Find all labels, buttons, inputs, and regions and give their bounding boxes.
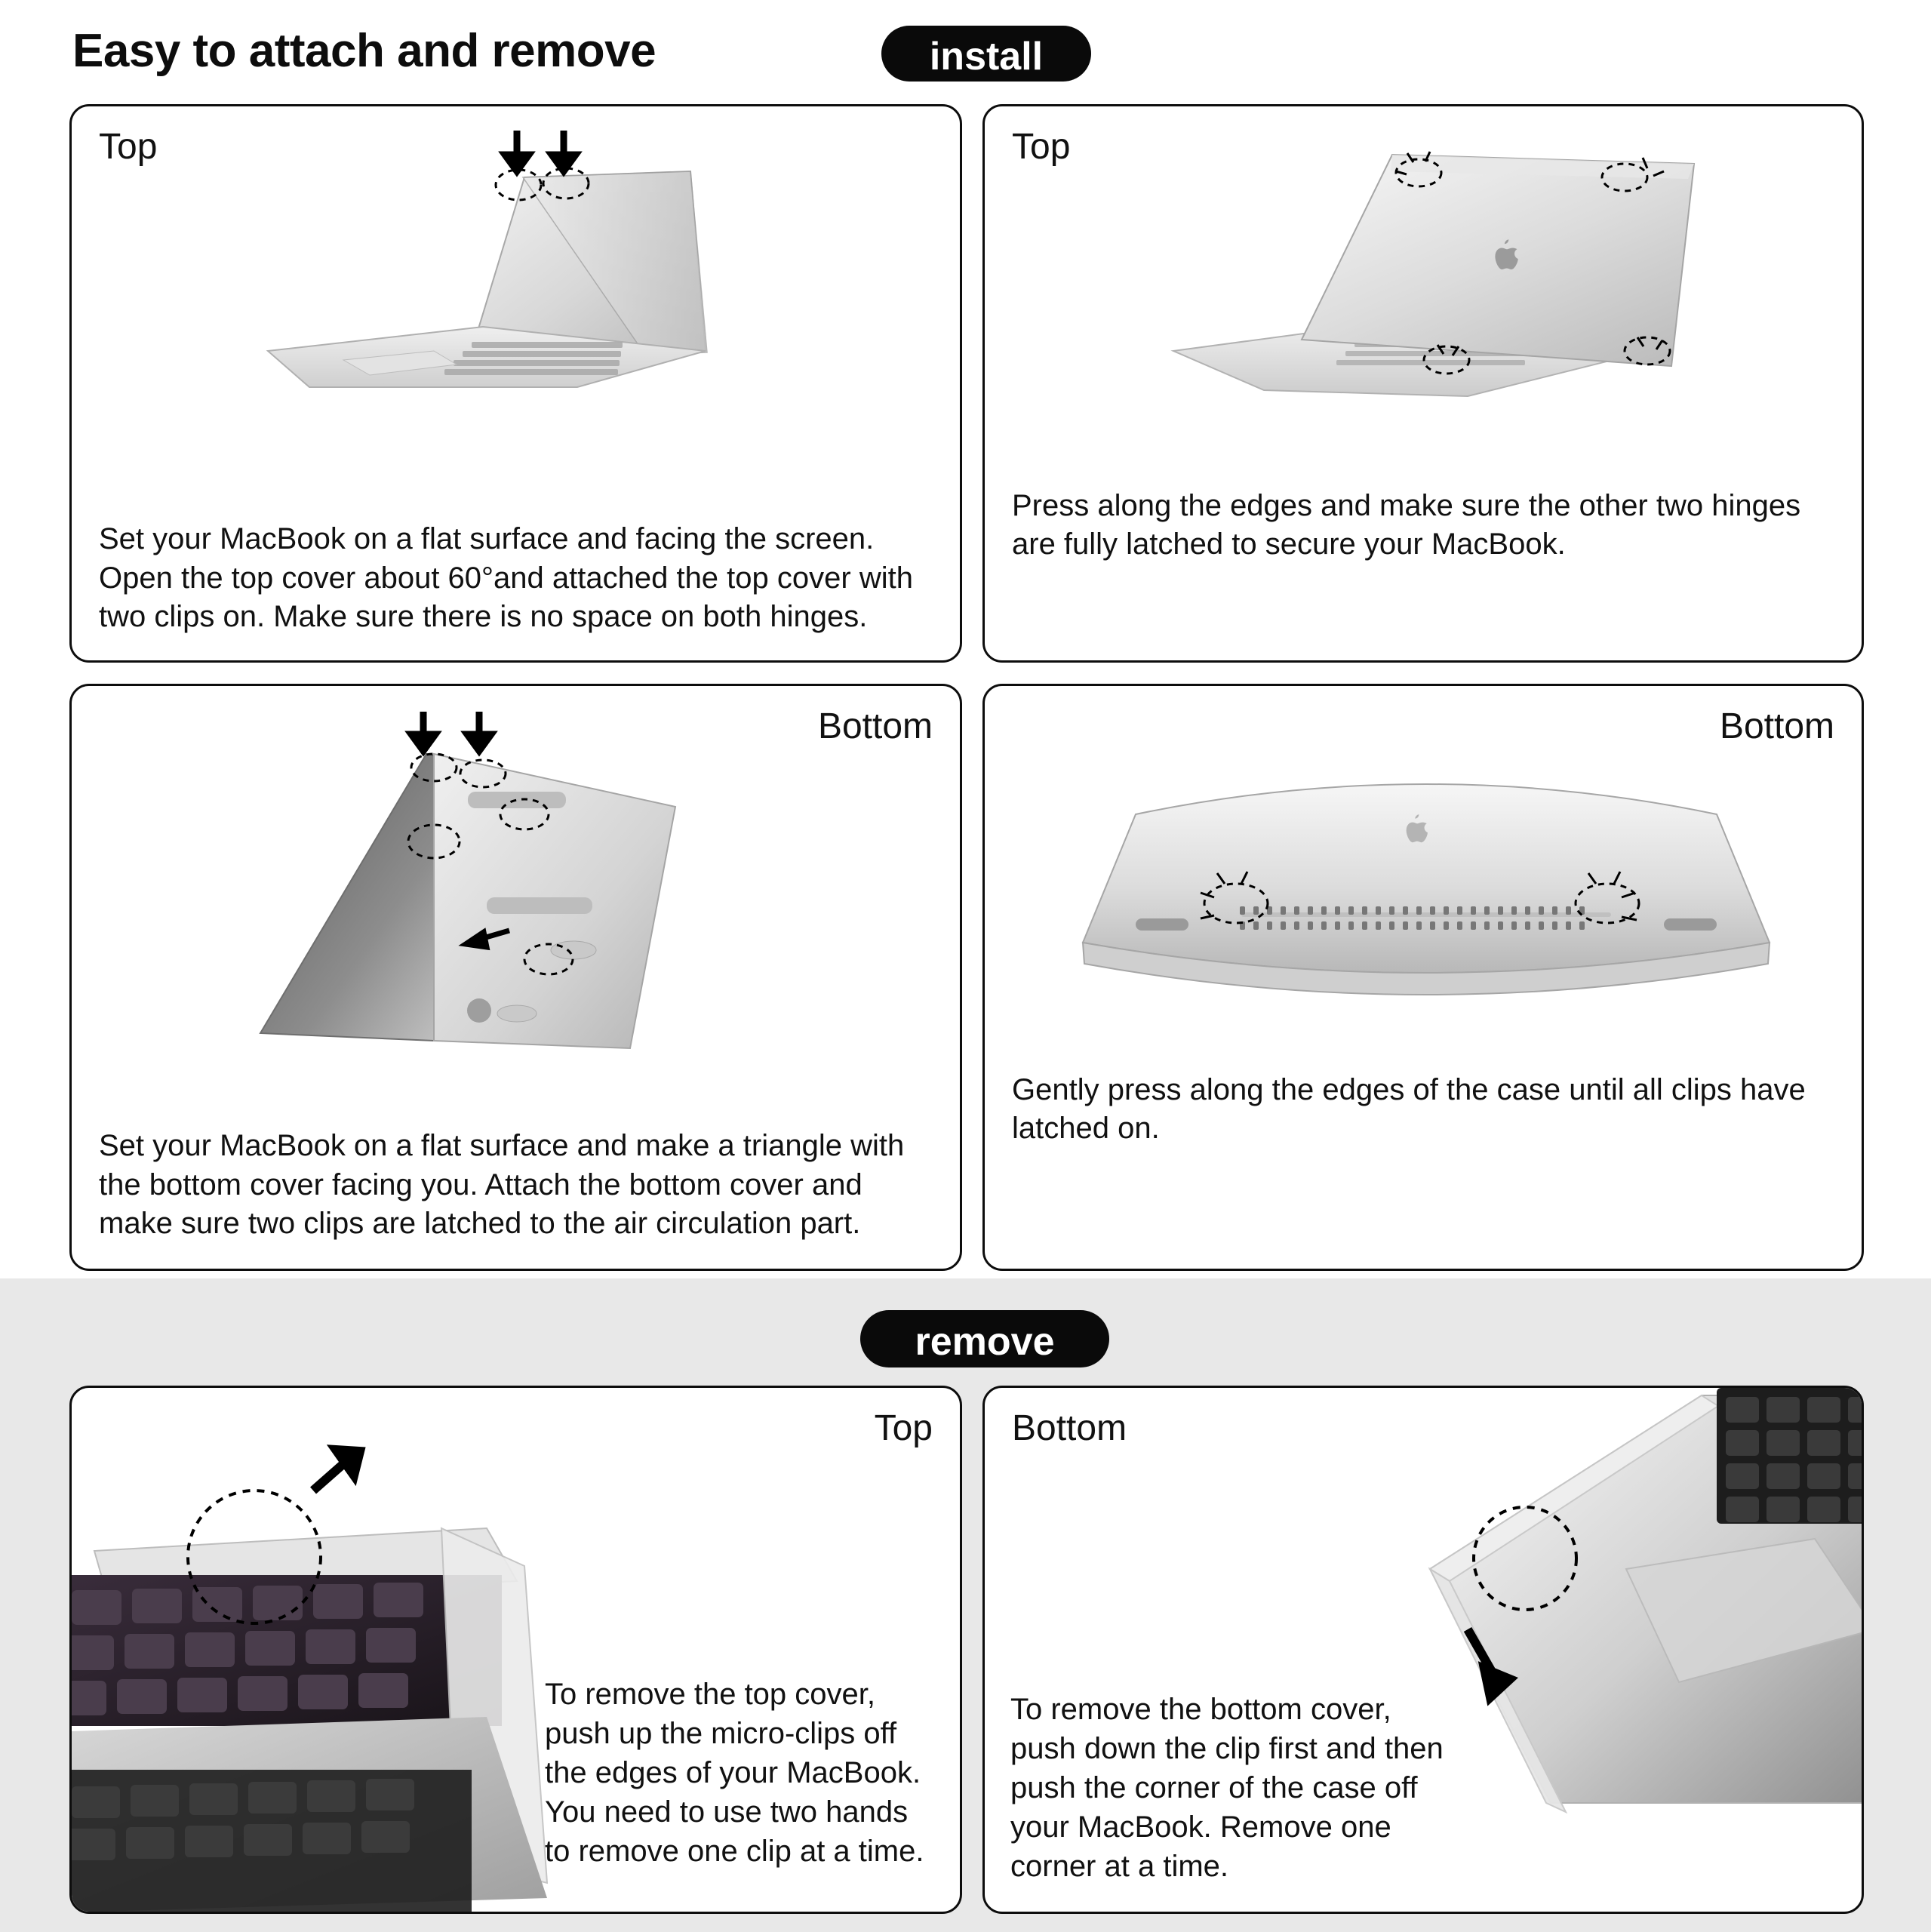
install-card-top-2 [982, 104, 1864, 663]
card-position-label: Top [1012, 127, 1071, 167]
card-caption: To remove the bottom cover, push down the clip first and then push the corner of the case off your MacBook. Remove one corner at a time. [1010, 1693, 1444, 1883]
illustration-macbook-closed-bottom [1045, 731, 1807, 1048]
card-position-label: Bottom [817, 706, 933, 746]
remove-section [0, 1278, 1931, 1932]
install-card-bottom-2 [982, 684, 1864, 1271]
remove-badge: remove [860, 1310, 1109, 1367]
install-badge: install [881, 26, 1091, 82]
header [0, 14, 1931, 95]
illustration-remove-bottom-corner-clip [1377, 1386, 1864, 1833]
card-position-label: Bottom [1012, 1408, 1127, 1448]
card-caption: Set your MacBook on a flat surface and make a triangle with the bottom cover facing you. Attach the bottom cover and make sure two clips are latched to the air circulation part. [99, 1129, 905, 1240]
install-section [0, 97, 1931, 1278]
remove-card-bottom [982, 1386, 1864, 1914]
card-caption: Gently press along the edges of the case until all clips have latched on. [1012, 1072, 1806, 1145]
card-position-label: Top [99, 127, 158, 167]
illustration-macbook-case-latched-top [1075, 125, 1845, 426]
arrow-up-icon [313, 1450, 360, 1491]
page-title: Easy to attach and remove [72, 25, 656, 77]
remove-card-top [69, 1386, 962, 1914]
card-caption: To remove the top cover, push up the micro-clips off the edges of your MacBook. You need to use two hands to remove one clip at a time. [545, 1678, 924, 1868]
install-card-bottom-1 [69, 684, 962, 1271]
illustration-macbook-triangle-bottom-clip [208, 706, 947, 1063]
card-caption: Set your MacBook on a flat surface and facing the screen. Open the top cover about 60°and attached the top cover with two clips on. Make sure there is no space on both hinges. [99, 522, 913, 633]
install-card-top-1 [69, 104, 962, 663]
card-position-label: Bottom [1719, 706, 1834, 746]
card-caption: Press along the edges and make sure the other two hinges are fully latched to secure your MacBook. [1012, 488, 1801, 561]
illustration-macbook-open-top-clip [223, 125, 962, 419]
card-position-label: Top [874, 1408, 933, 1448]
arrow-down-icon [505, 131, 576, 171]
arrow-down-icon [411, 712, 491, 751]
